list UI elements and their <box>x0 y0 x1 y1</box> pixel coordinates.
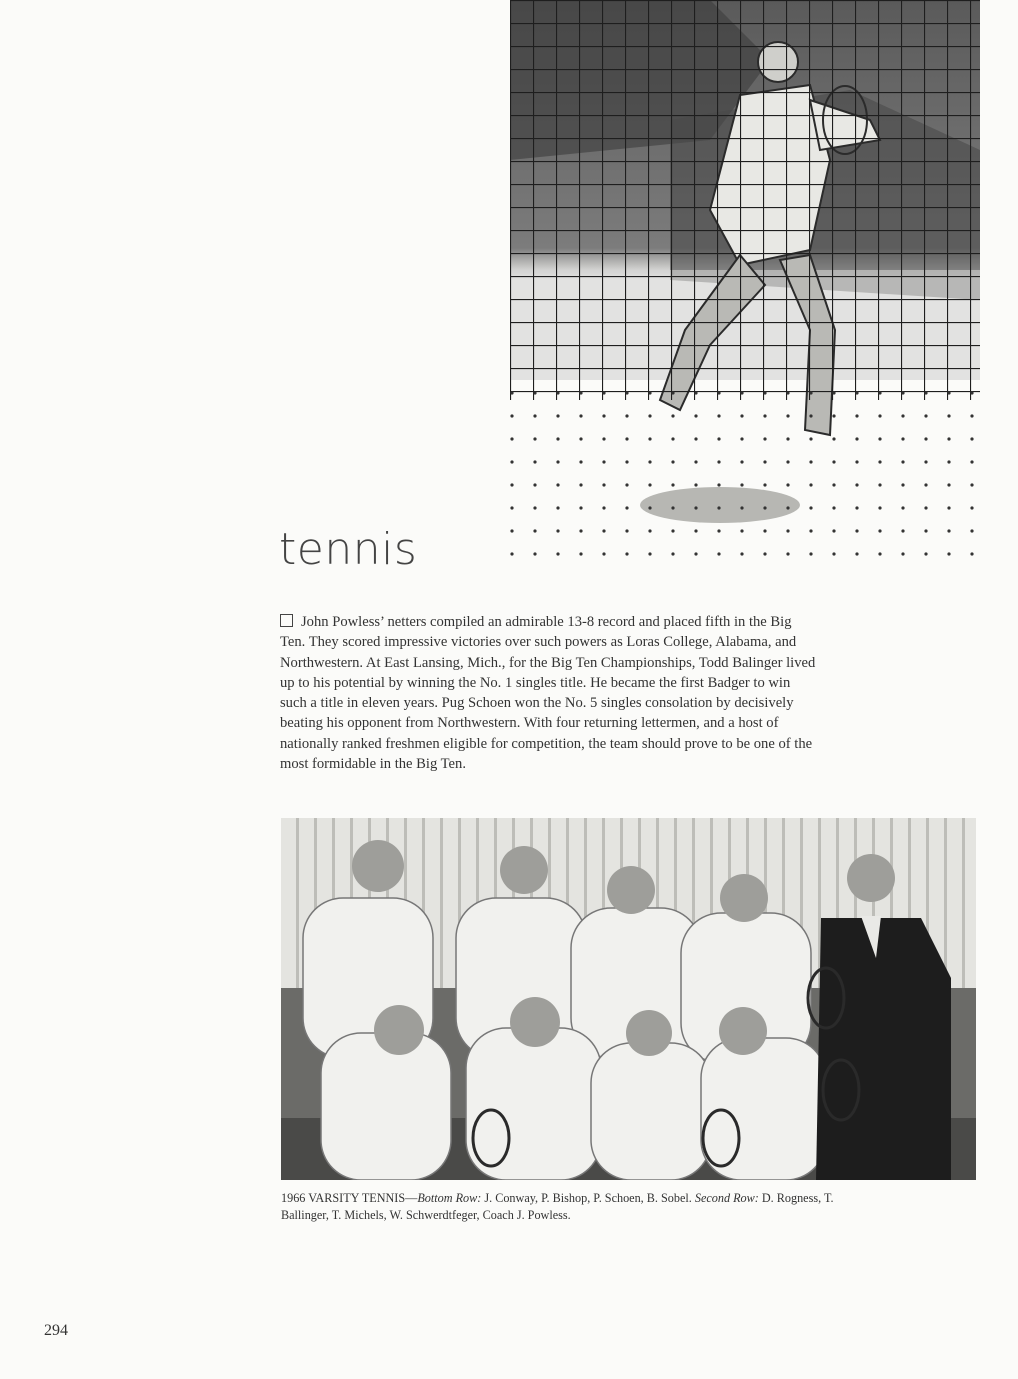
article-text: John Powless’ netters compiled an admirable 13-8 record and placed fifth in the Big Ten. They scored impressive victories over such powers as Loras College, Alabama, and Northwestern. At East Lansing, Mich., for the Big Ten Championships, Todd Balinger lived up to his potential by winning the No. 1 singles title. He became the first Badger to win such a title in eleven years. Pug Schoen won the No. 5 singles consolation by decisively beating his opponent from Northwestern. With four returning lettermen, and a host of nationally ranked freshmen eligible for competition, the team should prove to be one of the most formidable in the Big Ten. <box>280 614 816 773</box>
article-body <box>280 612 820 774</box>
team-photo <box>281 818 976 1180</box>
team-photo-caption <box>281 1190 841 1224</box>
caption-second-row-label: Second Row: <box>694 1191 759 1205</box>
caption-second-row-names: D. Rogness, T. Ballinger, T. Michels, W. Schwerdtfeger, Coach J. Powless. <box>281 1191 834 1222</box>
bullet-box-icon <box>280 614 293 627</box>
caption-bottom-row-names: J. Conway, P. Bishop, P. Schoen, B. Sobel. <box>481 1191 695 1205</box>
section-title: tennis <box>279 524 418 575</box>
tennis-action-photo <box>510 0 980 575</box>
page-number: 294 <box>44 1322 68 1339</box>
caption-bottom-row-label: Bottom Row: <box>417 1191 482 1205</box>
caption-title: 1966 VARSITY TENNIS— <box>281 1191 418 1205</box>
